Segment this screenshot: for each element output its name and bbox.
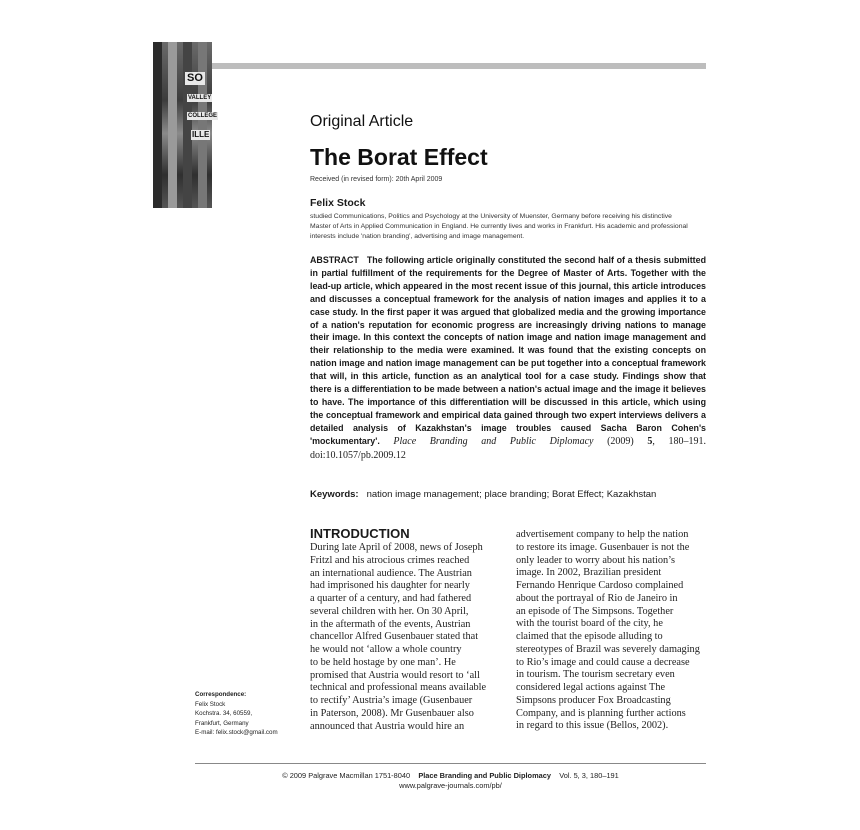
citation-year: (2009)	[593, 435, 648, 447]
correspondence-line: Kochstra. 34, 60559,	[195, 710, 253, 717]
text-line: to Rio’s image and could cause a decrease	[516, 656, 690, 668]
photo-sign: COLLEGE	[188, 113, 218, 119]
citation-volume: 5	[647, 435, 653, 447]
photo-strip	[198, 42, 207, 208]
cover-photo	[153, 42, 218, 208]
text-line: had imprisoned his daughter for nearly	[310, 580, 470, 592]
correspondence-line: Frankfurt, Germany	[195, 719, 249, 727]
citation-pages: , 180–191. doi:10.1057/pb.2009.12	[310, 435, 706, 461]
text-line: claimed that the episode alluding to	[516, 631, 663, 642]
text-line: announced that Austria would hire an	[310, 720, 465, 732]
photo-strip	[153, 42, 162, 208]
text-line: advertisement company to help the nation	[516, 529, 689, 540]
photo-strip	[168, 42, 177, 208]
keywords-label: Keywords:	[310, 489, 359, 500]
keywords-text: nation image management; place branding; Borat Effect; Kazakhstan	[366, 489, 657, 500]
text-line: Simpsons producer Fox Broadcasting	[516, 694, 671, 706]
footer-copyright: © 2009 Palgrave Macmillan 1751-8040	[282, 771, 411, 780]
correspondence	[195, 690, 278, 738]
citation-journal: Place Branding and Public Diplomacy	[393, 435, 594, 447]
section-heading: INTRODUCTION	[310, 526, 410, 541]
text-line: promised that Austria would resort to ‘all	[310, 669, 480, 681]
text-line: in the aftermath of the events, Austrian	[310, 618, 471, 630]
text-line: an episode of The Simpsons. Together	[516, 605, 674, 617]
text-line: to restore its image. Gusenbauer is not the	[516, 541, 690, 553]
text-line: with the tourist board of the city, he	[516, 618, 663, 630]
author-bio	[310, 212, 706, 242]
received-date: Received (in revised form): 20th April 2009	[310, 176, 443, 183]
text-line: to rectify’ Austria’s image (Gusenbauer	[310, 695, 473, 706]
text-line: an international audience. The Austrian	[310, 567, 472, 579]
footer-journal: Place Branding and Public Diplomacy	[418, 771, 551, 780]
footer-citation	[195, 771, 706, 780]
text-line: only leader to worry about his nation’s	[516, 554, 675, 566]
abstract-text: The following article originally constituted the second half of a thesis submitted in partial fulfillment of the requirements for the Degree of Master of Arts. Together with the lead-up article, which appeared in the most recent issue of this journal, this article introduces and discusses a conceptual framework for the analysis of nation images and applies it to a case study. In the first paper it was argued that globalized media and the growing importance of a nation's reputation for economic progress are increasingly driving nations to manage their image. In this context the concepts of nation image and nation image management and their relationship to the media were examined. It was found that the existing concepts on nation image and nation image management can be put together into a conceptual framework that will, in this article, function as an analytical tool for a case study. Findings show that there is a differentiation to be made between a nation's actual image and the image it believes to have. The importance of this differentiation will be discussed in this article, which using the conceptual framework and empirical data gained through two expert interviews delivers a detailed analysis of Kazakhstan's image troubles caused Sacha Baron Cohen's 'mockumentary'.	[310, 255, 706, 446]
bio-line: interests include 'nation branding', advertising and image management.	[310, 233, 525, 240]
text-line: image. In 2002, Brazilian president	[516, 567, 662, 579]
header-rule	[212, 63, 706, 69]
photo-sign: VALLEY	[188, 95, 212, 101]
text-line: he would not ‘allow a whole country	[310, 644, 462, 655]
correspondence-email[interactable]: E-mail: felix.stock@gmail.com	[195, 729, 278, 736]
text-line: a quarter of a century, and had fathered	[310, 593, 472, 604]
body-column-left	[310, 542, 496, 733]
footer-url[interactable]: www.palgrave-journals.com/pb/	[399, 781, 502, 790]
article-type: Original Article	[310, 113, 414, 130]
abstract	[310, 254, 706, 463]
correspondence-line: Felix Stock	[195, 700, 226, 708]
photo-strip	[183, 42, 192, 208]
bio-line: Master of Arts in Applied Communication in England. He currently lives and works in Frankfurt. His academic and professional	[310, 223, 688, 230]
body-column-right	[516, 529, 702, 733]
text-line: During late April of 2008, news of Joseph	[310, 542, 483, 553]
text-line: Company, and is planning further actions	[516, 707, 686, 719]
keywords	[310, 489, 656, 500]
text-line: Fernando Henrique Cardoso complained	[516, 580, 684, 591]
text-line: several children with her. On 30 April,	[310, 605, 469, 617]
correspondence-label: Correspondence:	[195, 691, 247, 698]
text-line: chancellor Alfred Gusenbauer stated that	[310, 631, 479, 643]
text-line: stereotypes of Brazil was severely damaging	[516, 643, 700, 655]
text-line: to be held hostage by one man’. He	[310, 656, 456, 668]
article-title: The Borat Effect	[310, 144, 488, 170]
text-line: Fritzl and his atrocious crimes reached	[310, 554, 470, 566]
photo-sign: ILLE	[192, 130, 210, 139]
abstract-label: ABSTRACT	[310, 255, 359, 265]
text-line: in tourism. The tourism secretary even	[516, 669, 675, 681]
text-line: considered legal actions against The	[516, 682, 666, 693]
text-line: about the portrayal of Rio de Janeiro in	[516, 592, 678, 604]
photo-sign: SO	[187, 72, 203, 84]
bio-line: studied Communications, Politics and Psychology at the University of Muenster, Germany before receiving his distinctive	[310, 213, 672, 220]
author-name: Felix Stock	[310, 197, 366, 209]
footer-volume: Vol. 5, 3, 180–191	[559, 771, 619, 780]
text-line: in Paterson, 2008). Mr Gusenbauer also	[310, 707, 474, 719]
text-line: in regard to this issue (Bellos, 2002).	[516, 720, 669, 732]
footer-rule	[195, 763, 706, 764]
text-line: technical and professional means available	[310, 682, 487, 694]
